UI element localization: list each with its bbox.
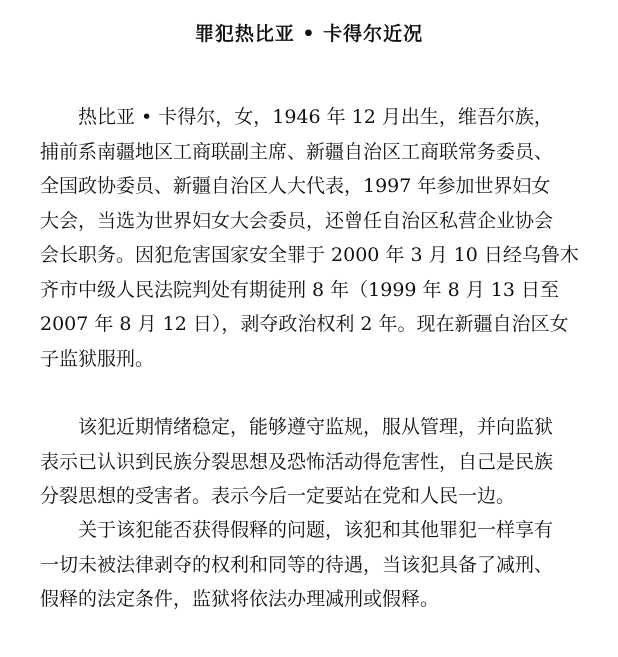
paragraph-line: 会长职务。因犯危害国家安全罪于 2000 年 3 月 10 日经乌鲁木 bbox=[40, 244, 579, 266]
paragraph-parole bbox=[40, 513, 600, 617]
paragraph-line: 关于该犯能否获得假释的问题，该犯和其他罪犯一样享有 bbox=[78, 519, 554, 541]
paragraph-status bbox=[40, 410, 600, 514]
paragraph-line: 一切未被法律剥夺的权利和同等的待遇，当该犯具备了减刑、 bbox=[40, 553, 554, 576]
paragraph-line: 捕前系南疆地区工商联副主席、新疆自治区工商联常务委员、 bbox=[40, 140, 554, 163]
paragraph-line: 该犯近期情绪稳定，能够遵守监规，服从管理，并向监狱 bbox=[78, 416, 554, 438]
paragraph-line: 假释的法定条件，监狱将依法办理减刑或假释。 bbox=[40, 588, 440, 610]
paragraph-line: 全国政协委员、新疆自治区人大代表，1997 年参加世界妇女 bbox=[40, 175, 551, 197]
paragraph-line: 2007 年 8 月 12 日），剥夺政治权利 2 年。现在新疆自治区女 bbox=[40, 313, 569, 335]
paragraph-line: 子监狱服刑。 bbox=[40, 347, 155, 370]
paragraph-line: 热比亚 • 卡得尔，女，1946 年 12 月出生，维吾尔族， bbox=[78, 106, 553, 128]
paragraph-line: 表示已认识到民族分裂思想及恐怖活动得危害性，自己是民族 bbox=[40, 450, 554, 473]
paragraph-line: 大会，当选为世界妇女大会委员，还曾任自治区私营企业协会 bbox=[40, 209, 554, 232]
paragraph-profile bbox=[40, 100, 600, 376]
paragraph-line: 分裂思想的受害者。表示今后一定要站在党和人民一边。 bbox=[40, 485, 516, 507]
paragraph-line: 齐市中级人民法院判处有期徒刑 8 年（1999 年 8 月 13 日至 bbox=[40, 278, 559, 301]
document-title: 罪犯热比亚 • 卡得尔近况 bbox=[194, 23, 424, 45]
